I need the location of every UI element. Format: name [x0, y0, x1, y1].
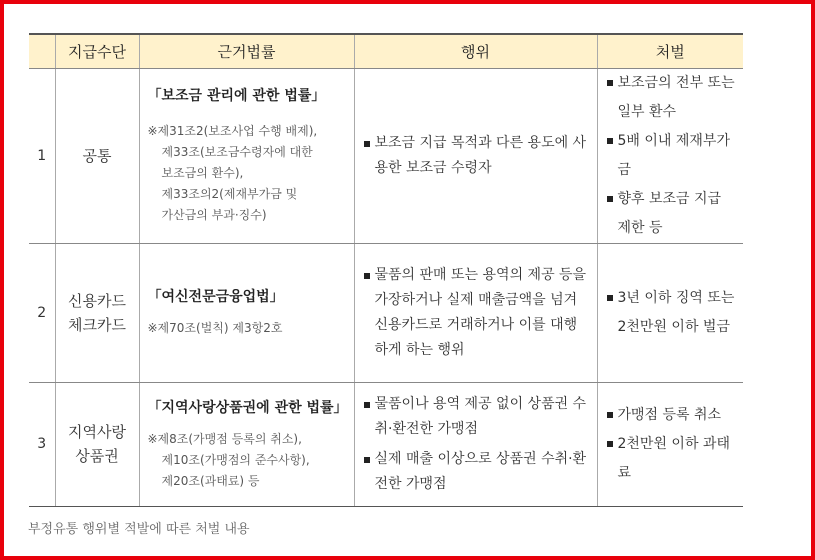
act-item: 물품의 판매 또는 용역의 제공 등을 가장하거나 실제 매출금액을 넘겨 신용카드로 거래하거나 이를 대행하게 하는 행위	[363, 263, 589, 363]
header-no	[29, 34, 55, 68]
header-row	[29, 34, 743, 68]
act-cell	[354, 68, 597, 243]
penalty-item: 가맹점 등록 취소	[606, 401, 736, 430]
law-article-line: 제10조(가맹점의 준수사항),	[161, 452, 310, 467]
law-name: 「여신전문금융업법」	[147, 289, 284, 305]
payment-means-line: 지역사랑	[68, 423, 126, 441]
payment-means-line: 신용카드	[68, 291, 126, 310]
payment-means-cell	[55, 382, 139, 506]
header-penalty: 처벌	[597, 34, 743, 68]
act-cell	[354, 243, 597, 382]
row-number: 1	[29, 68, 55, 243]
law-article-line: 제20조(과태료) 등	[161, 473, 260, 488]
law-articles	[148, 121, 346, 226]
law-article-line: ※제31조2(보조사업 수행 배제),	[147, 124, 318, 138]
table-row	[29, 382, 743, 506]
law-name: 「보조금 관리에 관한 법률」	[147, 88, 326, 104]
penalty-item: 2천만원 이하 과태료	[606, 430, 736, 488]
payment-means-line: 체크카드	[68, 315, 126, 334]
penalty-item: 보조금의 전부 또는 일부 환수	[606, 69, 736, 127]
law-name: 「지역사랑상품권에 관한 법률」	[147, 399, 348, 416]
penalty-item: 3년 이하 징역 또는 2천만원 이하 벌금	[606, 284, 736, 342]
law-article-line: ※제8조(가맹점 등록의 취소),	[147, 431, 302, 446]
penalty-item: 향후 보조금 지급 제한 등	[606, 185, 736, 243]
law-article-line: 보조금의 환수),	[161, 166, 244, 180]
row-number: 3	[29, 382, 55, 506]
penalty-cell	[597, 382, 743, 506]
act-item: 보조금 지급 목적과 다른 용도에 사용한 보조금 수령자	[363, 131, 589, 181]
payment-means-line: 공통	[82, 146, 112, 165]
act-item: 물품이나 용역 제공 없이 상품권 수취·환전한 가맹점	[363, 392, 589, 442]
penalty-cell	[597, 243, 743, 382]
payment-means-line: 상품권	[75, 447, 119, 465]
act-item: 실제 매출 이상으로 상품권 수취·환전한 가맹점	[363, 447, 589, 497]
law-cell	[139, 68, 354, 243]
law-article-line: 가산금의 부과·징수)	[161, 208, 267, 222]
table-row	[29, 68, 743, 243]
payment-means-cell	[55, 243, 139, 382]
penalty-table	[29, 33, 743, 507]
penalty-cell	[597, 68, 743, 243]
payment-means-cell	[55, 68, 139, 243]
law-article-line: 제33조(보조금수령자에 대한	[161, 145, 313, 159]
law-article-line: ※제70조(벌칙) 제3항2호	[147, 321, 283, 335]
law-cell	[139, 243, 354, 382]
law-articles	[148, 318, 346, 339]
law-article-line: 제33조의2(제재부가금 및	[161, 187, 298, 201]
table-row	[29, 243, 743, 382]
law-articles	[148, 429, 346, 492]
row-number: 2	[29, 243, 55, 382]
law-cell	[139, 382, 354, 506]
penalty-item: 5배 이내 제재부가금	[606, 127, 736, 185]
header-means: 지급수단	[55, 34, 139, 68]
act-cell	[354, 382, 597, 506]
table-caption: 부정유통 행위별 적발에 따른 처벌 내용	[28, 522, 250, 537]
header-law: 근거법률	[139, 34, 354, 68]
header-act: 행위	[354, 34, 597, 68]
